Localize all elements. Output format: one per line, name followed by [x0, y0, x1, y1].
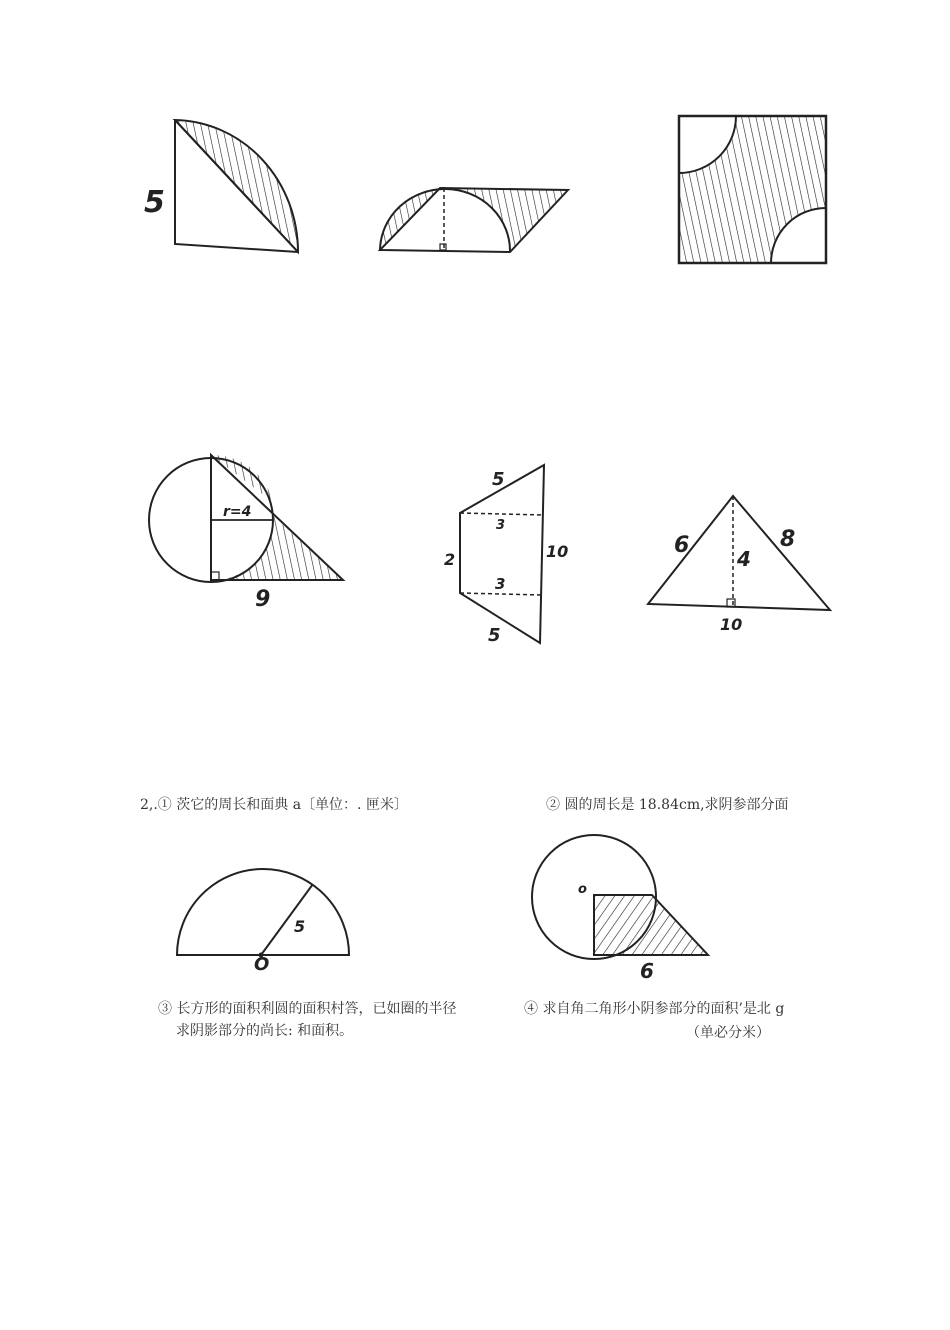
- label-top-inner: 3: [496, 518, 506, 533]
- label-base: 9: [255, 587, 271, 612]
- question-1: 2,.① 茨它的周长和面典 a〔单位：. 匣米〕: [140, 797, 408, 813]
- label-right: 8: [780, 527, 796, 552]
- question-3-line-1: ③ 长方形的面积利圆的面积村答，已如圈的半径: [158, 1001, 457, 1017]
- label-height: 4: [737, 547, 751, 571]
- figure-trapezoid: [440, 455, 580, 655]
- label-center: O: [254, 954, 270, 975]
- figure-circle-triangle: [145, 450, 355, 615]
- label-top: 5: [492, 469, 505, 490]
- label-left: 2: [444, 550, 456, 569]
- label-radius: 5: [294, 917, 306, 936]
- figure-square-quarter-circles: [676, 113, 831, 268]
- figure-triangle: [640, 490, 840, 635]
- figure-semicircle-parallelogram: [372, 180, 577, 260]
- figure-circle-trapezoid: [530, 835, 720, 985]
- label-side: 5: [144, 185, 165, 220]
- figure-quarter-circle: [140, 110, 310, 260]
- label-base: 10: [720, 615, 743, 634]
- label-left: 6: [674, 533, 690, 558]
- label-bottom: 5: [488, 625, 501, 646]
- question-3-line-2: 求阴影部分的尚长: 和面积。: [176, 1023, 354, 1039]
- label-base: 6: [640, 959, 654, 983]
- question-4-line-1: ④ 求自角二角形小阴参部分的面积’是北 g: [524, 1001, 785, 1017]
- question-2: ② 圆的周长是 18.84cm,求阴参部分面: [546, 797, 789, 813]
- question-4-line-2: （单必分米）: [686, 1025, 770, 1041]
- label-center: o: [578, 882, 587, 897]
- label-radius: r=4: [223, 504, 252, 520]
- label-bottom-inner: 3: [495, 575, 506, 593]
- figure-semicircle: [172, 862, 357, 975]
- label-right: 10: [546, 542, 569, 561]
